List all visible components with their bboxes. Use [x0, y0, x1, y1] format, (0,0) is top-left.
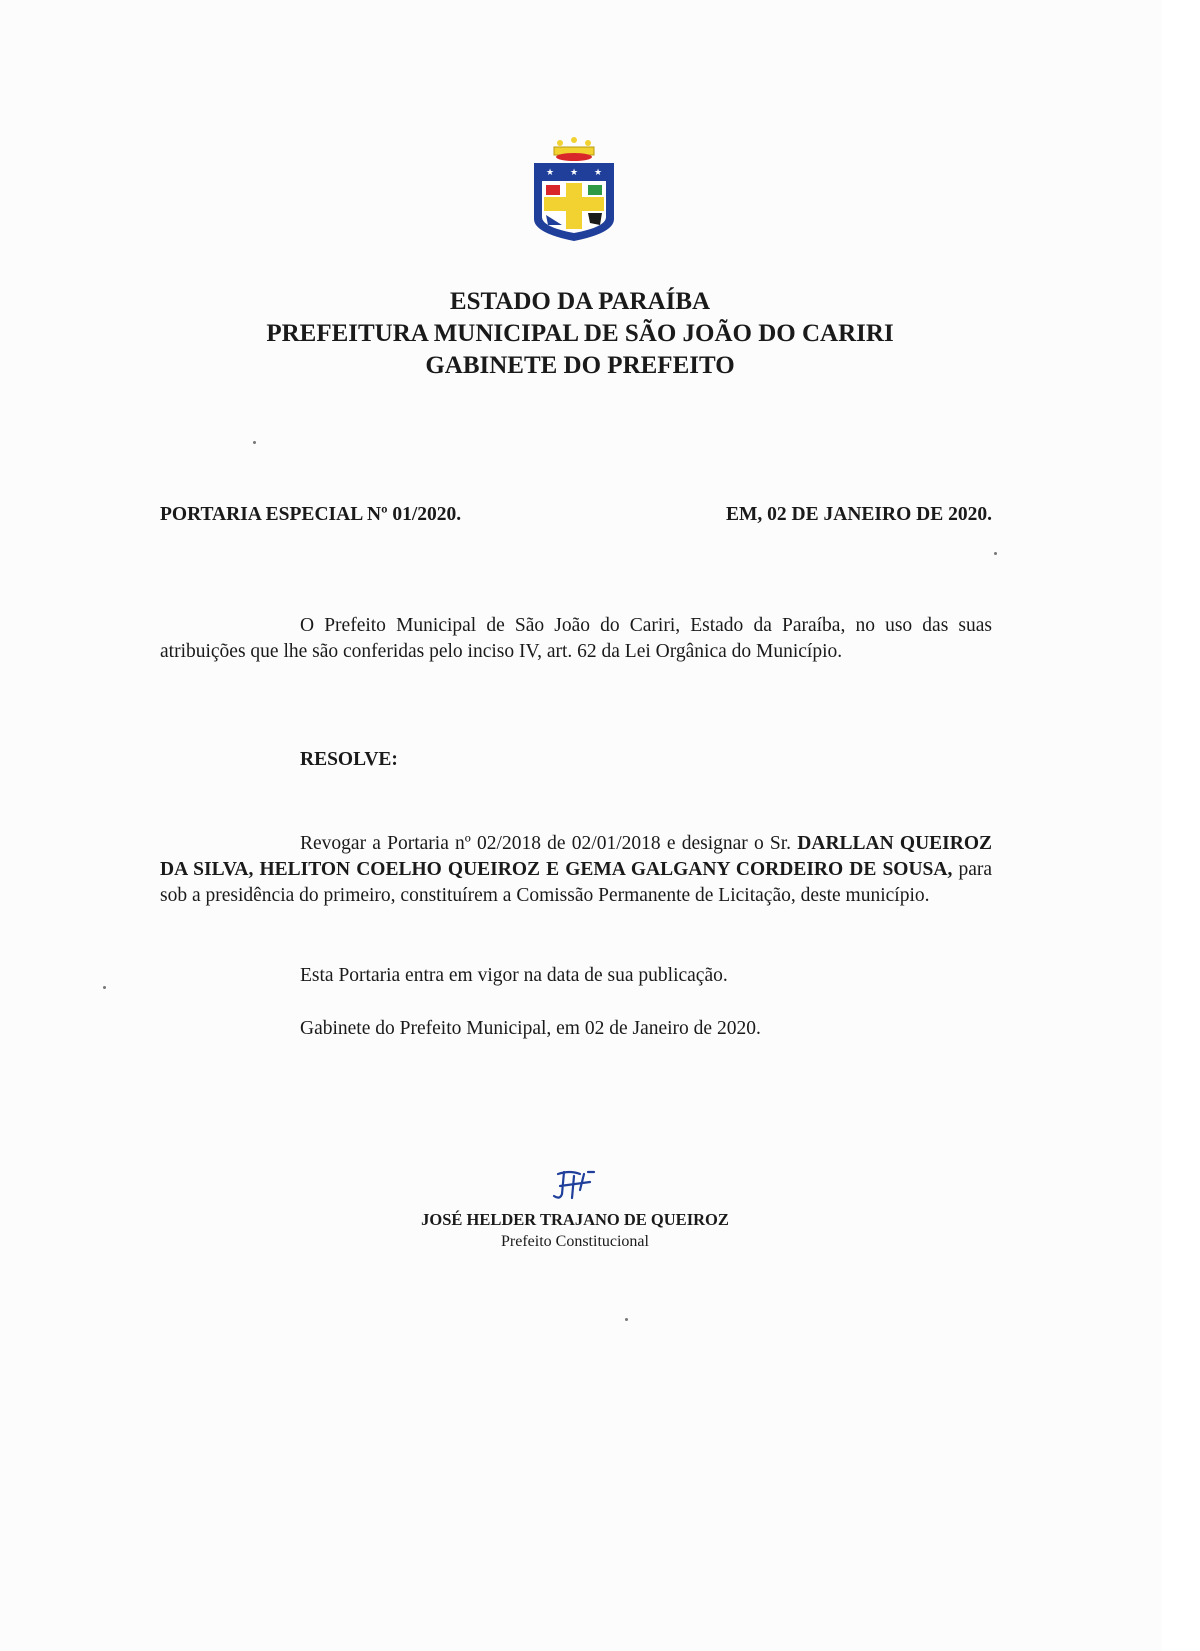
signer-name: JOSÉ HELDER TRAJANO DE QUEIROZ [421, 1210, 729, 1229]
scan-speck [625, 1318, 628, 1321]
designated-members: DARLLAN QUEIROZ DA SILVA, HELITON COELHO QUEIROZ E GEMA GALGANY CORDEIRO DE SOUSA, [160, 833, 993, 880]
coat-of-arms-icon [530, 133, 618, 245]
vigor-statement: Esta Portaria entra em vigor na data de sua publicação. [300, 965, 728, 986]
scan-speck [994, 552, 997, 555]
portaria-date: EM, 02 DE JANEIRO DE 2020. [726, 504, 992, 525]
crown-icon [554, 137, 594, 161]
scan-border [1162, 0, 1200, 1651]
signer-title: Prefeito Constitucional [501, 1233, 649, 1250]
office-name: GABINETE DO PREFEITO [425, 352, 735, 379]
municipality-name: PREFEITURA MUNICIPAL DE SÃO JOÃO DO CARIRI [266, 320, 894, 347]
intro-paragraph: O Prefeito Municipal de São João do Cariri, Estado da Paraíba, no uso das suas atribuições que lhe são conferidas pelo inciso IV, art. 62 da Lei Orgânica do Município. [160, 615, 992, 662]
svg-text:★: ★ [570, 168, 579, 178]
decision-start: Revogar a Portaria nº 02/2018 de 02/01/2018 e designar o Sr. [300, 833, 792, 854]
scan-speck [253, 441, 256, 444]
resolve-heading: RESOLVE: [300, 749, 398, 770]
signature-block [0, 1209, 1150, 1253]
svg-text:★: ★ [546, 168, 555, 178]
document-header [0, 286, 1160, 382]
decision-paragraph [160, 831, 992, 909]
signature-icon [550, 1168, 598, 1204]
portaria-number: PORTARIA ESPECIAL Nº 01/2020. [160, 504, 462, 525]
scan-speck [103, 986, 106, 989]
closing-statement: Gabinete do Prefeito Municipal, em 02 de Janeiro de 2020. [300, 1018, 761, 1039]
state-name: ESTADO DA PARAÍBA [449, 288, 711, 315]
decision-end: para sob a presidência do primeiro, constituírem a Comissão Permanente de Licitação, deste município. [160, 859, 993, 906]
svg-text:★: ★ [594, 168, 603, 178]
